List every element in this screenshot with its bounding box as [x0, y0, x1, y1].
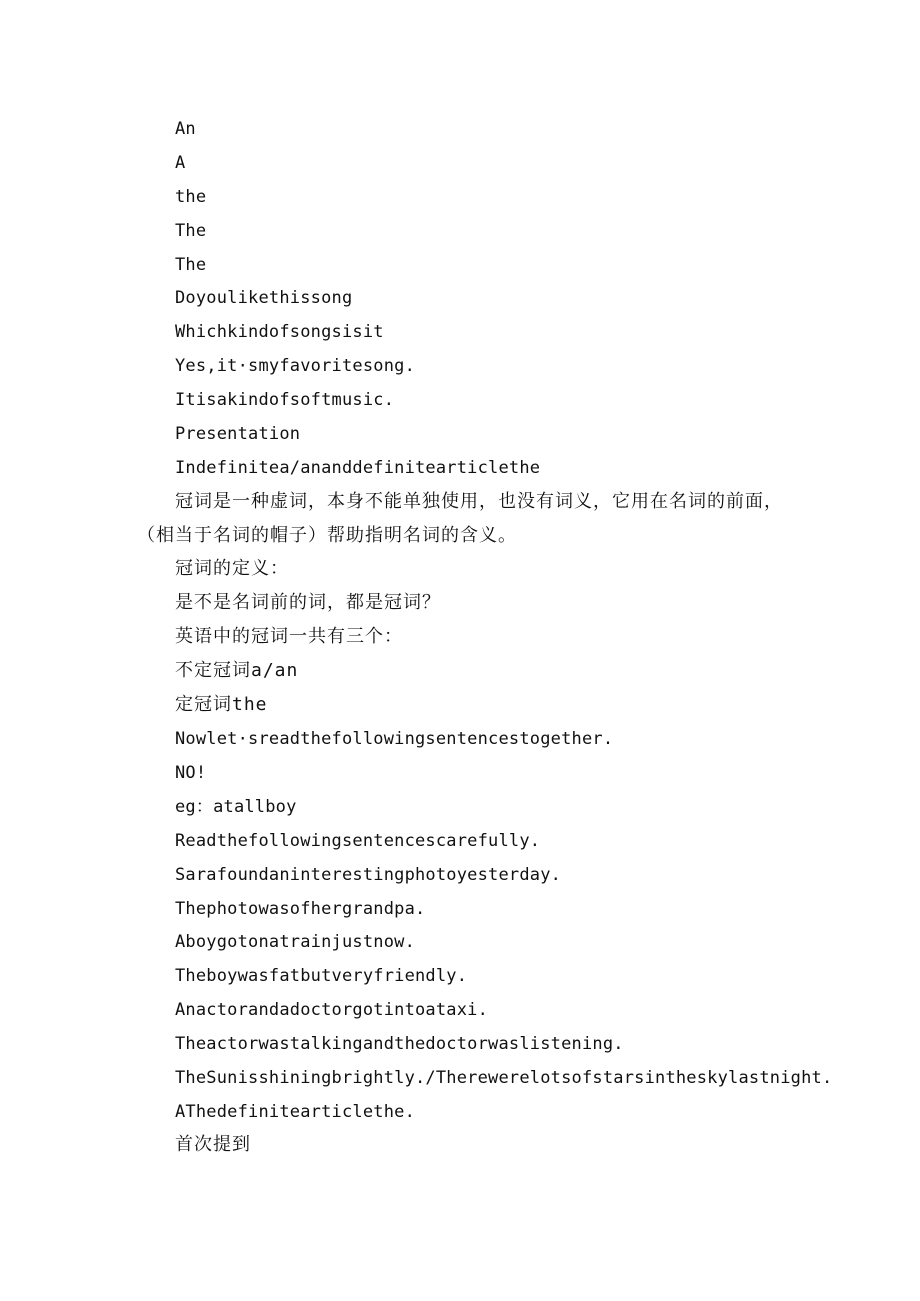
- text-line: Doyoulikethissong: [175, 288, 353, 308]
- text-line: A: [175, 153, 186, 173]
- text-line: Nowlet·sreadthefollowingsentencestogether.: [175, 729, 614, 749]
- text-line: 首次提到: [175, 1134, 251, 1155]
- text-line: 定冠词the: [175, 694, 268, 715]
- text-line: 是不是名词前的词，都是冠词？: [175, 592, 441, 613]
- text-line: the: [175, 187, 207, 207]
- text-line: Yes,it·smyfavoritesong.: [175, 356, 416, 376]
- text-line: The: [175, 255, 207, 275]
- text-line: Theboywasfatbutveryfriendly.: [175, 966, 468, 986]
- text-line: 不定冠词a/an: [175, 660, 299, 681]
- text-line: eg：atallboy: [175, 797, 297, 817]
- text-line: An: [175, 119, 196, 139]
- text-line: NO!: [175, 763, 207, 783]
- text-line: Aboygotonatrainjustnow.: [175, 932, 416, 952]
- text-line: 冠词的定义：: [175, 558, 289, 579]
- text-line: AThedefinitearticlethe.: [175, 1102, 416, 1122]
- text-line: TheSunisshiningbrightly./Therewerelotsofstarsintheskylastnight.: [175, 1068, 833, 1088]
- text-line: Sarafoundaninterestingphotoyesterday.: [175, 865, 562, 885]
- text-line: The: [175, 221, 207, 241]
- text-line: Readthefollowingsentencescarefully.: [175, 831, 541, 851]
- text-line: Whichkindofsongsisit: [175, 322, 384, 342]
- text-line: 英语中的冠词一共有三个：: [175, 626, 403, 647]
- text-line: Anactorandadoctorgotintoataxi.: [175, 1000, 489, 1020]
- text-line: Itisakindofsoftmusic.: [175, 390, 395, 410]
- text-line: Indefinitea/ananddefinitearticlethe: [175, 458, 541, 478]
- text-line: Thephotowasofhergrandpa.: [175, 899, 426, 919]
- text-line: Theactorwastalkingandthedoctorwaslistening.: [175, 1034, 624, 1054]
- definition-paragraph: 冠词是一种虚词，本身不能单独使用，也没有词义，它用在名词的前面，（相当于名词的帽子）帮助指明名词的含义。: [137, 491, 783, 546]
- text-line: Presentation: [175, 424, 301, 444]
